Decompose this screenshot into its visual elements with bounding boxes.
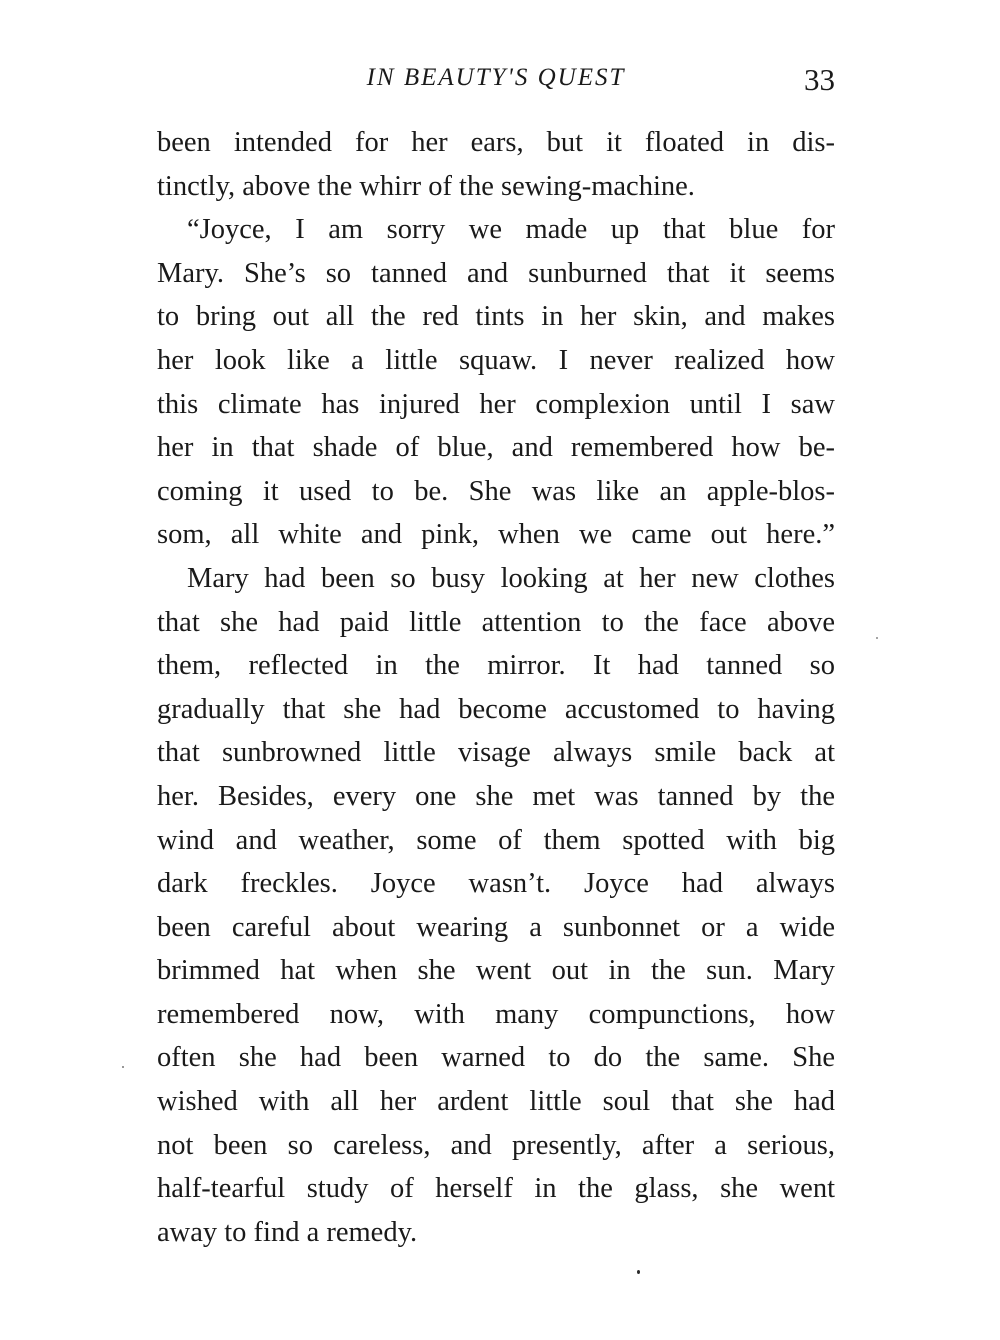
text-line: gradually that she had become accustomed to having <box>157 693 835 725</box>
text-line: not been so careless, and presently, after a serious, <box>157 1129 835 1161</box>
text-line: her in that shade of blue, and remembered how be- <box>157 432 835 464</box>
text-line: coming it used to be. She was like an apple-blos- <box>157 475 835 507</box>
text-line: them, reflected in the mirror. It had tanned so <box>157 650 835 682</box>
ink-speck <box>637 1270 640 1274</box>
text-line: this climate has injured her complexion until I saw <box>157 388 835 420</box>
text-line: away to find a remedy. <box>157 1216 418 1248</box>
text-line: often she had been warned to do the same. She <box>157 1042 835 1074</box>
page-number: 33 <box>804 62 835 97</box>
text-line: “Joyce, I am sorry we made up that blue for <box>187 214 835 246</box>
ink-speck <box>122 1066 124 1068</box>
text-line: remembered now, with many compunctions, how <box>157 998 835 1030</box>
text-line: that sunbrowned little visage always smile back at <box>157 737 835 769</box>
text-line: wind and weather, some of them spotted with big <box>157 824 835 856</box>
text-line: Mary had been so busy looking at her new clothes <box>187 562 835 594</box>
body-text <box>157 121 835 1254</box>
text-line: to bring out all the red tints in her skin, and makes <box>157 301 835 333</box>
text-line: that she had paid little attention to the face above <box>157 606 835 638</box>
text-line: been careful about wearing a sunbonnet or a wide <box>157 911 835 943</box>
running-title: IN BEAUTY'S QUEST <box>366 64 626 91</box>
text-line: her look like a little squaw. I never realized how <box>157 344 835 376</box>
ink-speck <box>876 637 878 639</box>
text-line: wished with all her ardent little soul that she had <box>157 1086 835 1118</box>
text-line: dark freckles. Joyce wasn’t. Joyce had always <box>157 868 835 900</box>
text-line: som, all white and pink, when we came out here.” <box>157 519 835 551</box>
running-head <box>157 62 835 102</box>
text-line: her. Besides, every one she met was tanned by the <box>157 780 835 812</box>
text-line: been intended for her ears, but it floated in dis- <box>157 127 835 158</box>
text-line: Mary. She’s so tanned and sunburned that it seems <box>157 257 835 289</box>
text-line: half-tearful study of herself in the glass, she went <box>157 1173 835 1205</box>
text-line: brimmed hat when she went out in the sun. Mary <box>157 955 835 987</box>
text-line: tinctly, above the whirr of the sewing-machine. <box>157 170 695 202</box>
